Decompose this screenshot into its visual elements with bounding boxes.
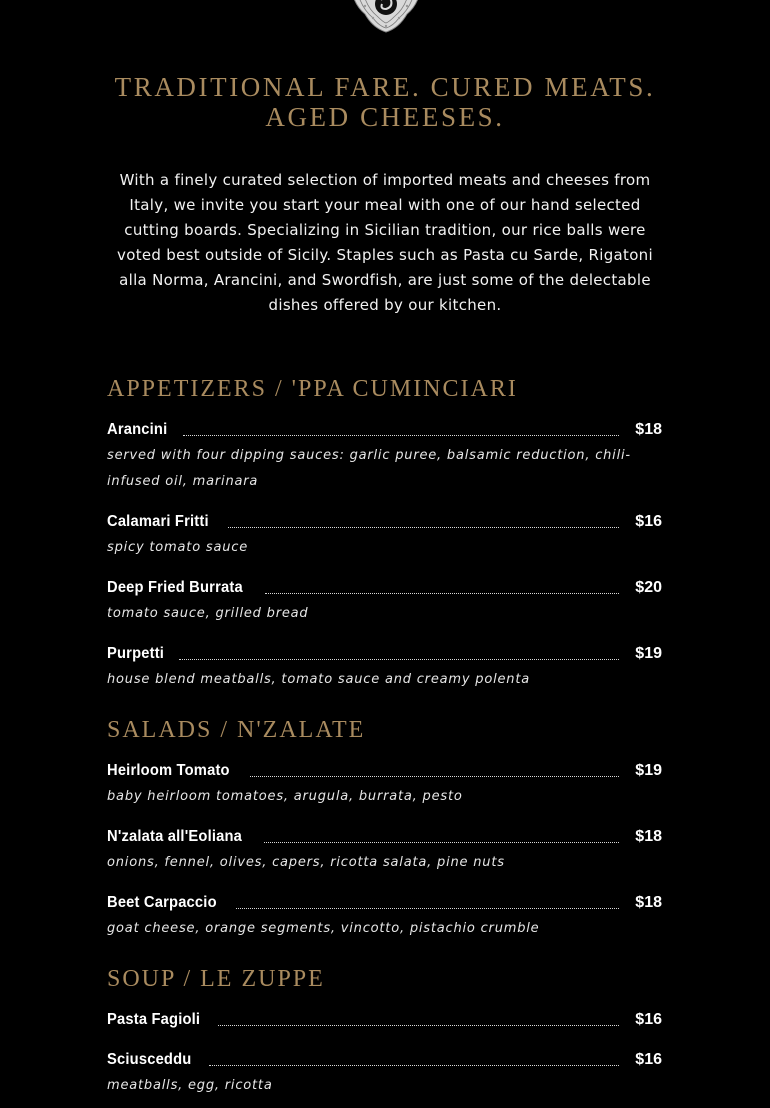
item-price: $18 (635, 421, 662, 438)
dotted-leader (236, 907, 619, 909)
dotted-leader (250, 775, 619, 777)
item-name: Calamari Fritti (107, 513, 209, 530)
tagline (0, 72, 770, 132)
item-description: meatballs, egg, ricotta (107, 1078, 273, 1093)
item-price: $20 (635, 579, 662, 596)
item-description: house blend meatballs, tomato sauce and creamy polenta (107, 672, 530, 687)
item-description: spicy tomato sauce (107, 540, 248, 555)
dotted-leader (179, 658, 619, 660)
dotted-leader (228, 526, 620, 528)
item-name: Arancini (107, 421, 168, 438)
dotted-leader (218, 1024, 619, 1026)
item-price: $18 (635, 828, 662, 845)
item-name: Pasta Fagioli (107, 1011, 201, 1028)
item-name: Sciusceddu (107, 1051, 192, 1068)
menu-item-beet-carpaccio (107, 892, 662, 914)
item-name: Purpetti (107, 645, 165, 662)
item-description: goat cheese, orange segments, vincotto, pistachio crumble (107, 921, 540, 936)
section-title-soup: SOUP / LE ZUPPE (107, 966, 325, 992)
menu-item-arancini (107, 419, 662, 441)
dotted-leader (209, 1064, 619, 1066)
item-price: $19 (635, 645, 662, 662)
tagline-line-1: TRADITIONAL FARE. CURED MEATS. (114, 72, 656, 102)
menu-item-deep-fried-burrata (107, 577, 662, 599)
menu-item-calamari-fritti (107, 511, 662, 533)
item-name: Beet Carpaccio (107, 894, 217, 911)
section-title-appetizers: APPETIZERS / 'PPA CUMINCIARI (107, 376, 518, 402)
item-name: Deep Fried Burrata (107, 579, 243, 596)
item-description: tomato sauce, grilled bread (107, 606, 309, 621)
menu-item-nzalata-alleoliana (107, 826, 662, 848)
item-price: $18 (635, 894, 662, 911)
dotted-leader (265, 592, 620, 594)
item-price: $19 (635, 762, 662, 779)
menu-item-purpetti (107, 643, 662, 665)
item-name: N'zalata all'Eoliana (107, 828, 243, 845)
item-price: $16 (635, 1011, 662, 1028)
item-description: baby heirloom tomatoes, arugula, burrata, pesto (107, 789, 463, 804)
dotted-leader (264, 841, 620, 843)
section-title-salads: SALADS / N'ZALATE (107, 717, 366, 743)
ornate-medallion-icon (343, 0, 429, 36)
dotted-leader (183, 434, 620, 436)
menu-item-sciusceddu (107, 1049, 662, 1071)
item-price: $16 (635, 1051, 662, 1068)
menu-item-pasta-fagioli (107, 1009, 662, 1031)
intro-paragraph: With a finely curated selection of imported meats and cheeses from Italy, we invite you start your meal with one of our hand selected cutting boards. Specializing in Sicilian tradition, our rice balls were voted best outside of Sicily. Staples such as Pasta cu Sarde, Rigatoni alla Norma, Arancini, and Swordfish, are just some of the delectable dishes offered by our kitchen. (117, 171, 653, 314)
item-price: $16 (635, 513, 662, 530)
menu-item-heirloom-tomato (107, 760, 662, 782)
item-description: served with four dipping sauces: garlic puree, balsamic reduction, chili-infused oil, marinara (107, 448, 631, 489)
item-name: Heirloom Tomato (107, 762, 230, 779)
item-description: onions, fennel, olives, capers, ricotta salata, pine nuts (107, 855, 505, 870)
tagline-line-2: AGED CHEESES. (265, 102, 505, 132)
